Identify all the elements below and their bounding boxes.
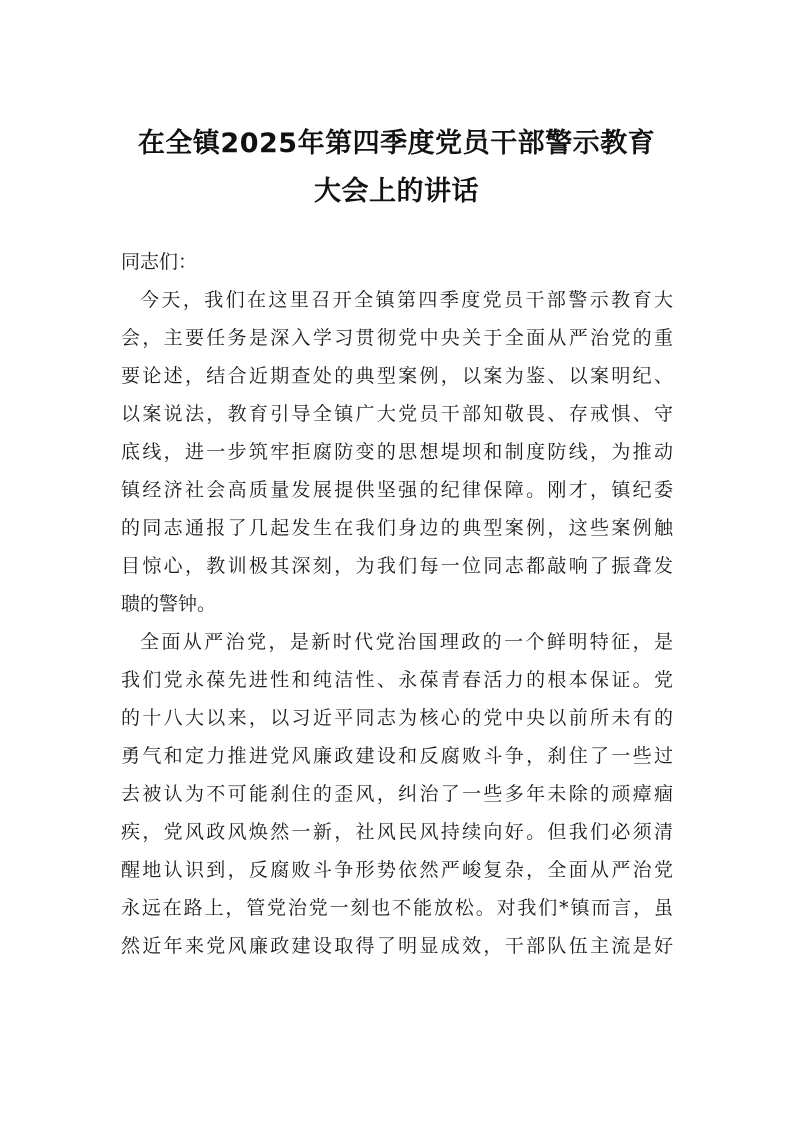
paragraph-2 bbox=[121, 623, 673, 965]
paragraph-line: 聩的警钟。 bbox=[121, 593, 217, 615]
paragraph-line: 要论述，结合近期查处的典型案例，以案为鉴、以案明纪、 bbox=[121, 365, 673, 387]
paragraph-line: 疾，党风政风焕然一新，社风民风持续向好。但我们必须清 bbox=[121, 821, 673, 843]
paragraph-line: 永远在路上，管党治党一刻也不能放松。对我们*镇而言，虽 bbox=[121, 897, 673, 919]
paragraph-line: 全面从严治党，是新时代党治国理政的一个鲜明特征，是 bbox=[140, 631, 673, 653]
paragraph-line: 我们党永葆先进性和纯洁性、永葆青春活力的根本保证。党 bbox=[121, 669, 673, 691]
paragraph-line: 镇经济社会高质量发展提供坚强的纪律保障。刚才，镇纪委 bbox=[121, 479, 673, 501]
paragraph-line: 底线，进一步筑牢拒腐防变的思想堤坝和制度防线，为推动 bbox=[121, 441, 673, 463]
greeting: 同志们： bbox=[121, 251, 198, 273]
paragraph-line: 今天，我们在这里召开全镇第四季度党员干部警示教育大 bbox=[140, 289, 673, 311]
document-body bbox=[121, 243, 673, 965]
paragraph-line: 醒地认识到，反腐败斗争形势依然严峻复杂，全面从严治党 bbox=[121, 859, 673, 881]
paragraph-line: 的十八大以来，以习近平同志为核心的党中央以前所未有的 bbox=[121, 707, 673, 729]
paragraph-line: 以案说法，教育引导全镇广大党员干部知敬畏、存戒惧、守 bbox=[121, 403, 673, 425]
paragraph-line: 目惊心，教训极其深刻，为我们每一位同志都敲响了振聋发 bbox=[121, 555, 673, 577]
paragraph-line: 然近年来党风廉政建设取得了明显成效，干部队伍主流是好 bbox=[121, 935, 673, 957]
paragraph-line: 去被认为不可能刹住的歪风，纠治了一些多年未除的顽瘴痼 bbox=[121, 783, 673, 805]
paragraph-line: 会，主要任务是深入学习贯彻党中央关于全面从严治党的重 bbox=[121, 327, 673, 349]
paragraph-line: 勇气和定力推进党风廉政建设和反腐败斗争，刹住了一些过 bbox=[121, 745, 673, 767]
paragraph-line: 的同志通报了几起发生在我们身边的典型案例，这些案例触 bbox=[121, 517, 673, 539]
title-line: 在全镇2025年第四季度党员干部警示教育 bbox=[137, 128, 656, 159]
document-title bbox=[100, 120, 693, 216]
title-line: 大会上的讲话 bbox=[314, 176, 479, 207]
paragraph-1 bbox=[121, 281, 673, 623]
